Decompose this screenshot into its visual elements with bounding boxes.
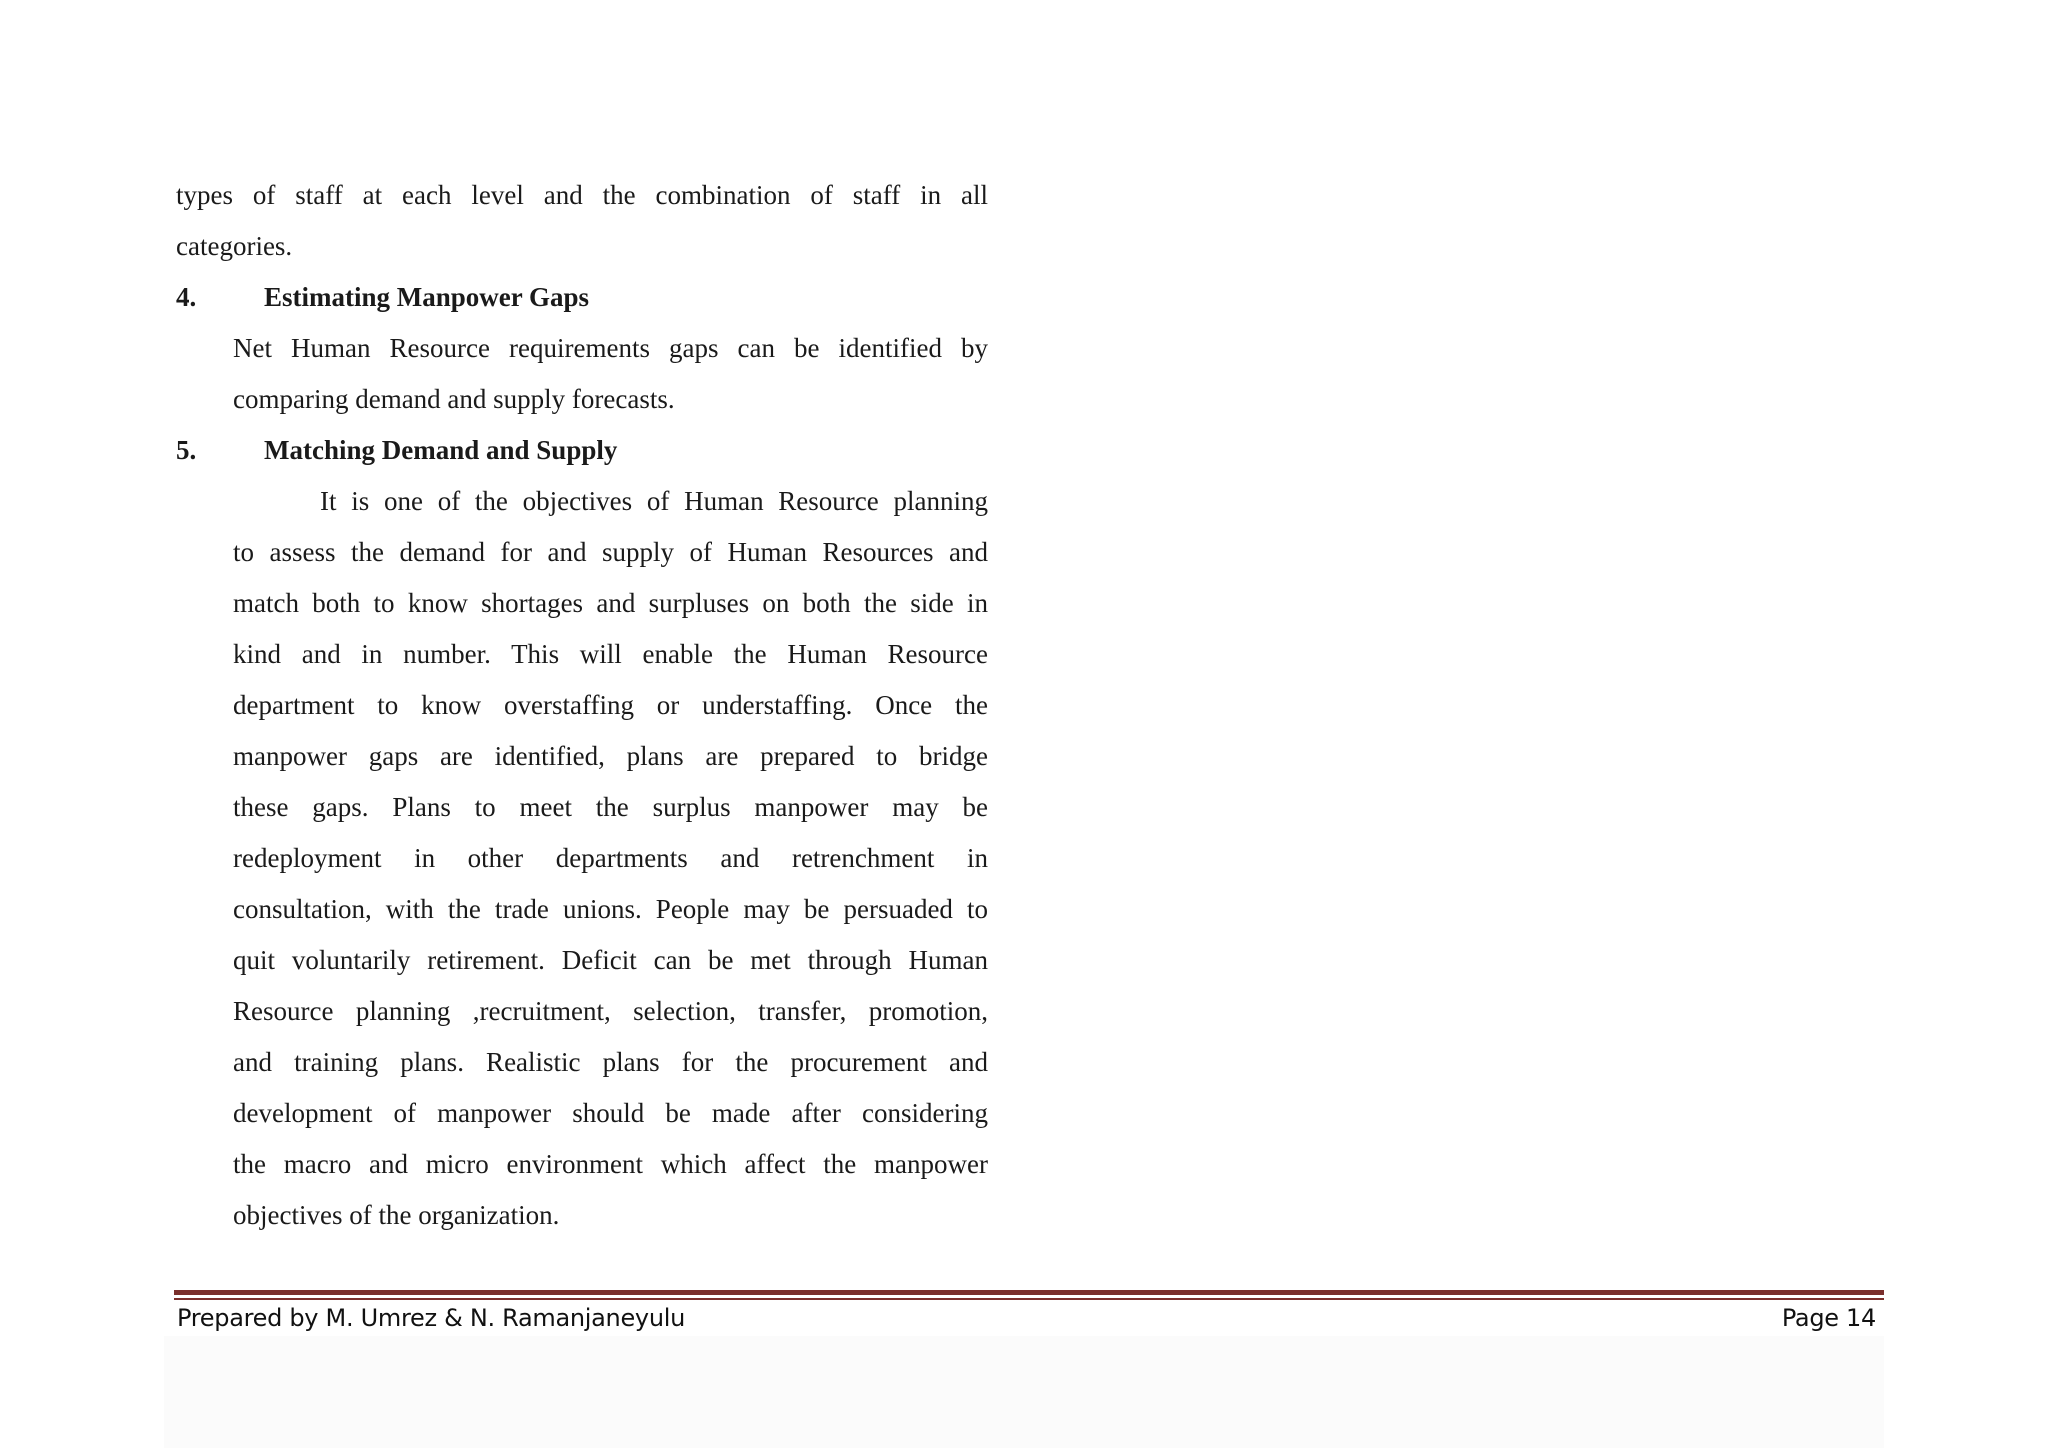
body-line: department to know overstaffing or understaffing. Once the (233, 690, 988, 720)
body-line: Net Human Resource requirements gaps can be identified by (233, 333, 988, 363)
footer-rule-thin (174, 1298, 1884, 1300)
body-line: Resource planning ,recruitment, selection, transfer, promotion, (233, 996, 988, 1026)
body-line: objectives of the organization. (233, 1200, 560, 1230)
body-line: It is one of the objectives of Human Resource planning (320, 486, 988, 516)
body-line: to assess the demand for and supply of Human Resources and (233, 537, 988, 567)
body-line: and training plans. Realistic plans for the procurement and (233, 1047, 988, 1077)
body-line: categories. (176, 231, 293, 261)
section-title: Estimating Manpower Gaps (264, 282, 590, 312)
body-line: development of manpower should be made after considering (233, 1098, 988, 1128)
section-number: 5. (176, 435, 197, 465)
section-heading (176, 272, 988, 323)
page-number: Page 14 (1781, 1304, 1876, 1332)
body-line: types of staff at each level and the combination of staff in all (176, 180, 988, 210)
body-line: consultation, with the trade unions. People may be persuaded to (233, 894, 988, 924)
document-body (176, 170, 988, 1241)
page-bottom-tint (164, 1336, 1884, 1448)
body-line: redeployment in other departments and retrenchment in (233, 843, 988, 873)
body-line: these gaps. Plans to meet the surplus manpower may be (233, 792, 988, 822)
body-line: quit voluntarily retirement. Deficit can be met through Human (233, 945, 988, 975)
section-number: 4. (176, 282, 197, 312)
body-line: manpower gaps are identified, plans are prepared to bridge (233, 741, 988, 771)
body-line: the macro and micro environment which affect the manpower (233, 1149, 988, 1179)
section-title: Matching Demand and Supply (264, 435, 618, 465)
footer-author: Prepared by M. Umrez & N. Ramanjaneyulu (177, 1304, 686, 1332)
body-line: comparing demand and supply forecasts. (233, 384, 675, 414)
section-heading (176, 425, 988, 476)
body-line: kind and in number. This will enable the Human Resource (233, 639, 988, 669)
footer-rule-thick (174, 1290, 1884, 1295)
body-line: match both to know shortages and surpluses on both the side in (233, 588, 988, 618)
